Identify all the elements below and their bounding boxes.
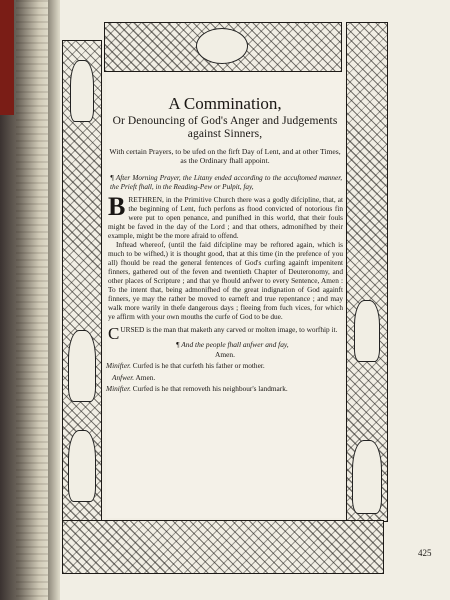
ornament-figure-left-lower: [68, 430, 96, 502]
ornament-figure-right-lower: [352, 440, 382, 514]
minister-line-2: [106, 384, 344, 393]
speaker-minister: Minifter.: [106, 383, 131, 393]
page-title: A Commination,: [168, 94, 282, 113]
paragraph-1: [108, 191, 343, 240]
answer-line-1-text: Amen.: [135, 372, 156, 382]
page-number: 425: [418, 548, 432, 558]
text-block: [106, 72, 344, 518]
adjacent-page-text: [16, 0, 50, 600]
red-bookmark-edge: [0, 0, 14, 115]
speaker-minister: Minifter.: [106, 361, 131, 371]
ornamental-border-bottom: [62, 520, 384, 574]
minister-line-1: [106, 361, 344, 370]
paragraph-1-text: RETHREN, in the Primitive Church there was a godly difcipline, that, at the beginning of Lent, fuch perfons as ftood convicted of notorious fin were put to open penance, and punifhed in this world, that their fouls might be faved in the day of the Lord ; and that others, admonifhed by their example, might be the more afraid to offend.: [108, 194, 343, 240]
paragraph-3-text: URSED is the man that maketh any carved or molten image, to worfhip it.: [120, 325, 338, 335]
speaker-answer: Anfwer.: [112, 372, 135, 382]
ornament-figure-top: [196, 28, 248, 64]
drop-cap-c: C: [108, 324, 120, 344]
opening-rubric: ¶ After Morning Prayer, the Litany ended according to the accuftomed manner, the Prieft fhall, in the Reading-Pew or Pulpit, fay,: [110, 173, 342, 191]
paragraph-3: [108, 324, 343, 344]
answer-line-1: [106, 373, 344, 382]
drop-cap-b: B: [108, 191, 126, 221]
paragraph-2: Inftead whereof, (until the faid difcipline may be reftored again, which is much to be wifhed,) it is thought good, that at this time (in the prefence of you all) fhould be read the general fentences of God's curfing againft impenitent finners, gathered out of the feven and twentieth Chapter of Deuteronomy, and other places of Scripture ; and that ye fhould anfwer to every Sentence, Amen : To the intent that, being admonifhed of the great indignation of God againft finners, ye may the rather be moved to earneft and true repentance ; and may walk more warily in thefe dangerous days ; fleeing from fuch vices, for which ye affirm with your own mouths the curfe of God to be due.: [108, 239, 343, 322]
amen-response: Amen.: [215, 350, 235, 360]
body-text: [108, 191, 343, 344]
ornament-figure-left-upper: [70, 60, 94, 122]
ornament-figure-left-middle: [68, 330, 96, 402]
ornament-figure-right-middle: [354, 300, 380, 362]
minister-line-2-text: Curfed is he that removeth his neighbour's landmark.: [132, 383, 288, 393]
response-rubric: ¶ And the people fhall anfwer and fay,: [175, 340, 289, 350]
page-subtitle-detail: With certain Prayers, to be ufed on the firft Day of Lent, and at other Times, as the Ordinary fhall appoint.: [109, 147, 341, 166]
page-subtitle: Or Denouncing of God's Anger and Judgements against Sinners,: [112, 115, 338, 140]
minister-line-1-text: Curfed is he that curfeth his father or mother.: [132, 361, 265, 371]
